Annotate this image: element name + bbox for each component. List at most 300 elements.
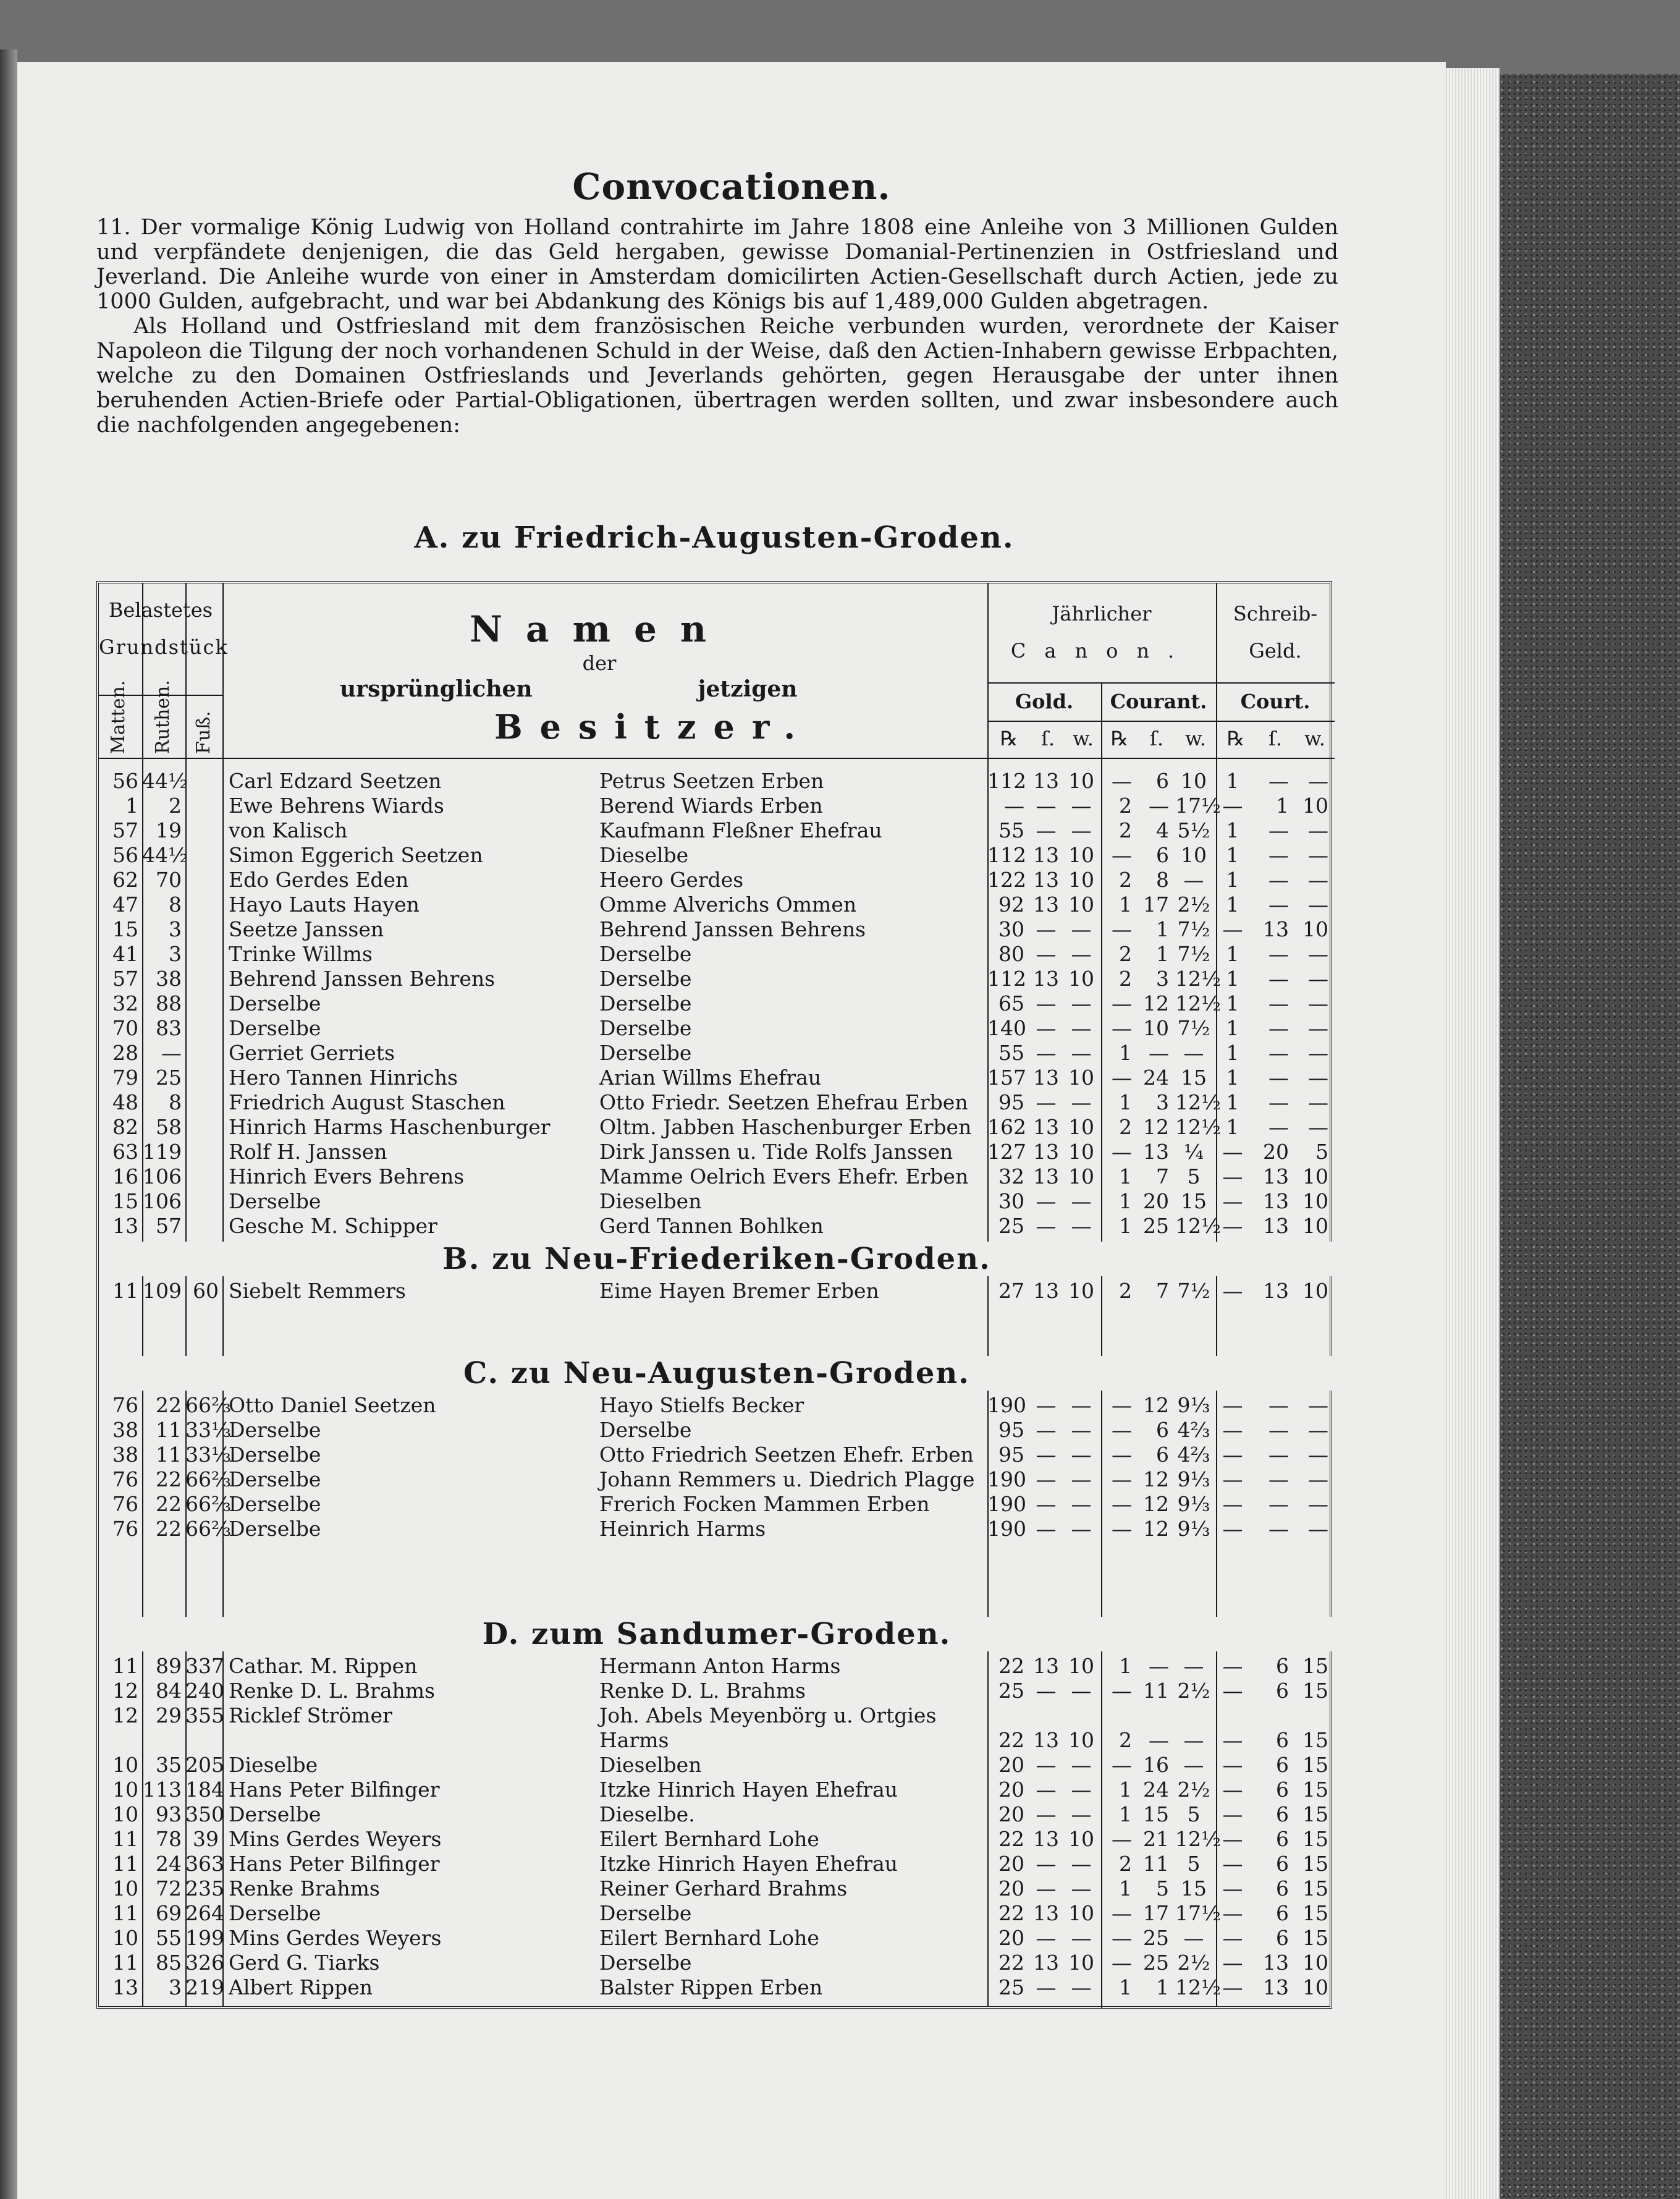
cell-gold-s: 13 bbox=[1033, 967, 1059, 991]
cell-gold-s: 13 bbox=[1033, 1066, 1059, 1090]
cell-fee-w: 10 bbox=[1302, 1189, 1328, 1213]
cell-current-owner: Harms bbox=[599, 1728, 669, 1752]
cell-gold-w: — bbox=[1071, 1016, 1092, 1040]
cell-current-owner: Frerich Focken Mammen Erben bbox=[599, 1492, 930, 1516]
cell-courant-rt: 1 bbox=[1119, 1164, 1132, 1188]
cell-gold-w: 10 bbox=[1068, 967, 1094, 991]
cell-gold-s: 13 bbox=[1033, 868, 1059, 892]
cell-fee-s: 13 bbox=[1263, 1189, 1289, 1213]
cell-gold-rt: 20 bbox=[998, 1876, 1024, 1900]
cell-gold-s: — bbox=[1036, 1802, 1057, 1826]
cell-courant-s: — bbox=[1149, 794, 1169, 818]
cell-courant-rt: — bbox=[1112, 1016, 1132, 1040]
cell-gold-s: — bbox=[1036, 818, 1057, 842]
table-row bbox=[99, 1467, 1335, 1492]
cell-courant-rt: 2 bbox=[1119, 1852, 1132, 1876]
header-fuss: Fuß. bbox=[193, 711, 214, 754]
cell-original-owner: Simon Eggerich Seetzen bbox=[229, 843, 483, 867]
cell-original-owner: Trinke Willms bbox=[229, 942, 373, 966]
cell-original-owner: Otto Daniel Seetzen bbox=[229, 1393, 436, 1417]
cell-gold-w: 10 bbox=[1068, 1140, 1094, 1164]
cell-gold-s: — bbox=[1036, 942, 1057, 966]
cell-courant-s: 12 bbox=[1143, 1393, 1169, 1417]
cell-matten: 1 bbox=[125, 794, 138, 818]
cell-courant-s: 11 bbox=[1143, 1852, 1169, 1876]
cell-fee-rt: — bbox=[1222, 1393, 1243, 1417]
cell-fuss: 363 bbox=[185, 1852, 224, 1876]
cell-current-owner: Dieselben bbox=[599, 1753, 702, 1777]
cell-fee-s: 6 bbox=[1276, 1876, 1289, 1900]
cell-courant-rt: 1 bbox=[1119, 892, 1132, 917]
cell-original-owner: Hinrich Evers Behrens bbox=[229, 1164, 465, 1188]
cell-courant-s: 11 bbox=[1143, 1679, 1169, 1703]
cell-gold-rt: 22 bbox=[998, 1827, 1024, 1851]
cell-gold-s: 13 bbox=[1033, 1901, 1059, 1925]
cell-courant-s: 24 bbox=[1143, 1777, 1169, 1802]
header-namen: Namen bbox=[470, 608, 730, 650]
cell-courant-rt: — bbox=[1112, 1492, 1132, 1516]
table-row bbox=[99, 1901, 1335, 1926]
cell-fee-rt: — bbox=[1222, 1777, 1243, 1802]
cell-original-owner: Carl Edzard Seetzen bbox=[229, 769, 442, 793]
cell-gold-w: — bbox=[1071, 1679, 1092, 1703]
cell-current-owner: Balster Rippen Erben bbox=[599, 1975, 823, 1999]
cell-courant-rt: 2 bbox=[1119, 942, 1132, 966]
cell-fee-w: — bbox=[1308, 892, 1328, 917]
cell-gold-rt: 55 bbox=[998, 1041, 1024, 1065]
cell-fee-rt: — bbox=[1222, 1679, 1243, 1703]
cell-current-owner: Derselbe bbox=[599, 991, 692, 1015]
cell-matten: 63 bbox=[112, 1140, 138, 1164]
table-row bbox=[99, 868, 1335, 892]
cell-matten: 11 bbox=[112, 1827, 138, 1851]
cell-matten: 12 bbox=[112, 1679, 138, 1703]
cell-courant-w: 4⅔ bbox=[1177, 1418, 1210, 1442]
cell-fee-s: — bbox=[1268, 892, 1289, 917]
cell-gold-w: 10 bbox=[1068, 1901, 1094, 1925]
cell-courant-rt: — bbox=[1112, 1753, 1132, 1777]
cell-ruthen: 44½ bbox=[142, 769, 188, 793]
cell-original-owner: Gerd G. Tiarks bbox=[229, 1951, 380, 1975]
cell-fee-rt: — bbox=[1222, 1517, 1243, 1541]
cell-original-owner: Ewe Behrens Wiards bbox=[229, 794, 444, 818]
cell-gold-rt: 190 bbox=[987, 1467, 1026, 1491]
cell-ruthen: 3 bbox=[169, 1975, 182, 1999]
cell-fee-s: — bbox=[1268, 967, 1289, 991]
cell-fee-w: — bbox=[1308, 1492, 1328, 1516]
cell-matten: 12 bbox=[112, 1703, 138, 1727]
header-gold: Gold. bbox=[1015, 690, 1074, 713]
cell-fee-w: — bbox=[1308, 1517, 1328, 1541]
cell-courant-s: 25 bbox=[1143, 1926, 1169, 1950]
cell-fee-rt: — bbox=[1222, 1654, 1243, 1678]
cell-courant-rt: — bbox=[1112, 1140, 1132, 1164]
cell-fee-rt: — bbox=[1222, 1728, 1243, 1752]
cell-fuss: 219 bbox=[185, 1975, 224, 1999]
cell-courant-rt: 2 bbox=[1119, 1279, 1132, 1303]
cell-ruthen: 8 bbox=[169, 892, 182, 917]
header-besitzer: Besitzer. bbox=[494, 707, 813, 747]
cell-gold-s: — bbox=[1036, 1679, 1057, 1703]
cell-fee-w: 10 bbox=[1302, 917, 1328, 941]
cell-courant-w: 7½ bbox=[1177, 1016, 1210, 1040]
cell-fee-w: 15 bbox=[1302, 1876, 1328, 1900]
cell-fuss: 184 bbox=[185, 1777, 224, 1802]
cell-original-owner: Behrend Janssen Behrens bbox=[229, 967, 496, 991]
cell-original-owner: Ricklef Strömer bbox=[229, 1703, 392, 1727]
cell-fee-w: — bbox=[1308, 967, 1328, 991]
cell-gold-rt: 190 bbox=[987, 1393, 1026, 1417]
cell-courant-w: 10 bbox=[1181, 769, 1207, 793]
cell-courant-w: 12½ bbox=[1175, 1115, 1221, 1139]
cell-courant-w: — bbox=[1183, 1926, 1204, 1950]
table-row bbox=[99, 769, 1335, 794]
cell-gold-rt: 127 bbox=[987, 1140, 1026, 1164]
cell-matten: 16 bbox=[112, 1164, 138, 1188]
cell-gold-w: — bbox=[1071, 1393, 1092, 1417]
cell-fee-rt: — bbox=[1222, 1901, 1243, 1925]
cell-courant-rt: 2 bbox=[1119, 967, 1132, 991]
cell-matten: 10 bbox=[112, 1753, 138, 1777]
header-ruthen: Ruthen. bbox=[152, 680, 174, 754]
cell-courant-w: 2½ bbox=[1177, 892, 1210, 917]
cell-fee-w: — bbox=[1308, 942, 1328, 966]
cell-gold-rt: 65 bbox=[998, 991, 1024, 1015]
cell-courant-w: 12½ bbox=[1175, 1827, 1221, 1851]
cell-gold-s: — bbox=[1036, 1393, 1057, 1417]
cell-ruthen: 57 bbox=[156, 1214, 182, 1238]
cell-courant-s: 25 bbox=[1143, 1214, 1169, 1238]
cell-fee-rt: — bbox=[1222, 1802, 1243, 1826]
cell-fee-s: 13 bbox=[1263, 1951, 1289, 1975]
cell-courant-rt: — bbox=[1112, 1066, 1132, 1090]
cell-current-owner: Hayo Stielfs Becker bbox=[599, 1393, 804, 1417]
cell-current-owner: Derselbe bbox=[599, 967, 692, 991]
cell-gold-s: — bbox=[1036, 1517, 1057, 1541]
cell-gold-w: 10 bbox=[1068, 843, 1094, 867]
table-row bbox=[99, 1115, 1335, 1140]
cell-courant-w: 15 bbox=[1181, 1066, 1207, 1090]
cell-courant-w: 7½ bbox=[1177, 942, 1210, 966]
cell-fee-rt: — bbox=[1222, 1951, 1243, 1975]
cell-gold-s: — bbox=[1036, 1852, 1057, 1876]
cell-fuss: 355 bbox=[185, 1703, 224, 1727]
cell-fuss: 66⅔ bbox=[185, 1393, 231, 1417]
unit-rt: ℞ bbox=[1000, 727, 1018, 750]
cell-gold-rt: 190 bbox=[987, 1517, 1026, 1541]
cell-matten: 79 bbox=[112, 1066, 138, 1090]
cell-gold-w: — bbox=[1071, 917, 1092, 941]
table-row bbox=[99, 1214, 1335, 1239]
cell-ruthen: 22 bbox=[156, 1393, 182, 1417]
cell-matten: 11 bbox=[112, 1279, 138, 1303]
unit-w: w. bbox=[1185, 727, 1206, 750]
table-row bbox=[99, 892, 1335, 917]
cell-ruthen: 38 bbox=[156, 967, 182, 991]
cell-gold-w: — bbox=[1071, 1975, 1092, 1999]
cell-gold-w: — bbox=[1071, 1517, 1092, 1541]
cell-fee-w: 15 bbox=[1302, 1802, 1328, 1826]
cell-matten: 10 bbox=[112, 1777, 138, 1802]
table-row bbox=[99, 1951, 1335, 1975]
cell-matten: 41 bbox=[112, 942, 138, 966]
cell-fee-w: — bbox=[1308, 1090, 1328, 1114]
section-heading-d: D. zum Sandumer-Groden. bbox=[99, 1617, 1335, 1651]
cell-gold-w: — bbox=[1071, 1090, 1092, 1114]
cell-current-owner: Joh. Abels Meyenbörg u. Ortgies bbox=[599, 1703, 937, 1727]
cell-courant-rt: — bbox=[1112, 843, 1132, 867]
cell-courant-w: 17½ bbox=[1175, 794, 1221, 818]
cell-fee-w: — bbox=[1308, 1393, 1328, 1417]
cell-matten: 28 bbox=[112, 1041, 138, 1065]
cell-fee-s: — bbox=[1268, 1090, 1289, 1114]
cell-current-owner: Derselbe bbox=[599, 1901, 692, 1925]
cell-courant-w: — bbox=[1183, 1728, 1204, 1752]
table-row bbox=[99, 818, 1335, 843]
cell-gold-s: 13 bbox=[1033, 843, 1059, 867]
cell-ruthen: 22 bbox=[156, 1517, 182, 1541]
cell-current-owner: Omme Alverichs Ommen bbox=[599, 892, 857, 917]
rule bbox=[987, 721, 1335, 722]
cell-fee-rt: 1 bbox=[1226, 868, 1239, 892]
cell-gold-rt: 112 bbox=[987, 843, 1026, 867]
cell-original-owner: Derselbe bbox=[229, 991, 321, 1015]
cell-ruthen: 11 bbox=[156, 1418, 182, 1442]
table-row bbox=[99, 967, 1335, 991]
header-matten: Matten. bbox=[108, 680, 129, 754]
cell-gold-s: 13 bbox=[1033, 1728, 1059, 1752]
cell-fee-s: 6 bbox=[1276, 1753, 1289, 1777]
cell-original-owner: Derselbe bbox=[229, 1467, 321, 1491]
cell-original-owner: Edo Gerdes Eden bbox=[229, 868, 409, 892]
header-grundstueck: Grundstück bbox=[99, 635, 229, 659]
marbled-cover-board bbox=[1495, 74, 1680, 2199]
table-row bbox=[99, 1827, 1335, 1852]
cell-matten: 57 bbox=[112, 967, 138, 991]
cell-original-owner: Siebelt Remmers bbox=[229, 1279, 406, 1303]
table-row bbox=[99, 1728, 1335, 1753]
cell-matten: 70 bbox=[112, 1016, 138, 1040]
cell-fee-w: 15 bbox=[1302, 1827, 1328, 1851]
cell-fee-rt: 1 bbox=[1226, 1041, 1239, 1065]
intro-text bbox=[96, 215, 1338, 438]
cell-gold-rt: 20 bbox=[998, 1777, 1024, 1802]
cell-original-owner: Derselbe bbox=[229, 1016, 321, 1040]
cell-gold-rt: 55 bbox=[998, 818, 1024, 842]
cell-matten: 15 bbox=[112, 917, 138, 941]
cell-fee-s: 20 bbox=[1263, 1140, 1289, 1164]
cell-courant-w: 10 bbox=[1181, 843, 1207, 867]
cell-courant-rt: 2 bbox=[1119, 818, 1132, 842]
cell-original-owner: Derselbe bbox=[229, 1443, 321, 1467]
cell-courant-w: 5 bbox=[1187, 1802, 1201, 1826]
cell-ruthen: 106 bbox=[143, 1164, 182, 1188]
cell-original-owner: Hayo Lauts Hayen bbox=[229, 892, 420, 917]
cell-ruthen: 106 bbox=[143, 1189, 182, 1213]
cell-fee-s: — bbox=[1268, 1517, 1289, 1541]
cell-courant-w: 12½ bbox=[1175, 991, 1221, 1015]
cell-fee-s: — bbox=[1268, 818, 1289, 842]
cell-courant-s: 1 bbox=[1156, 917, 1169, 941]
cell-fee-rt: — bbox=[1222, 1827, 1243, 1851]
unit-w: w. bbox=[1304, 727, 1325, 750]
cell-gold-w: — bbox=[1071, 1852, 1092, 1876]
cell-gold-rt: 22 bbox=[998, 1901, 1024, 1925]
cell-fee-s: 6 bbox=[1276, 1852, 1289, 1876]
cell-fuss: 33⅓ bbox=[185, 1418, 231, 1442]
cell-fuss: 264 bbox=[185, 1901, 224, 1925]
cell-courant-rt: — bbox=[1112, 1679, 1132, 1703]
cell-fee-w: 15 bbox=[1302, 1852, 1328, 1876]
cell-courant-rt: — bbox=[1112, 1418, 1132, 1442]
cell-current-owner: Itzke Hinrich Hayen Ehefrau bbox=[599, 1777, 898, 1802]
cell-courant-rt: — bbox=[1112, 1467, 1132, 1491]
cell-fee-w: — bbox=[1308, 1066, 1328, 1090]
cell-fuss: 39 bbox=[193, 1827, 219, 1851]
cell-current-owner: Otto Friedr. Seetzen Ehefrau Erben bbox=[599, 1090, 968, 1114]
cell-courant-rt: — bbox=[1112, 1393, 1132, 1417]
cell-fee-w: — bbox=[1308, 1041, 1328, 1065]
cell-courant-w: 9⅓ bbox=[1177, 1467, 1210, 1491]
cell-gold-rt: 95 bbox=[998, 1418, 1024, 1442]
cell-original-owner: Mins Gerdes Weyers bbox=[229, 1926, 442, 1950]
cell-ruthen: 8 bbox=[169, 1090, 182, 1114]
cell-courant-s: 13 bbox=[1143, 1140, 1169, 1164]
header-schreib: Schreib- bbox=[1233, 602, 1318, 625]
table-row bbox=[99, 1703, 1335, 1728]
header-canon: Canon. bbox=[1010, 639, 1193, 663]
cell-matten: 76 bbox=[112, 1467, 138, 1491]
cell-gold-s: — bbox=[1036, 991, 1057, 1015]
cell-fee-s: 13 bbox=[1263, 1164, 1289, 1188]
header-jetzigen: jetzigen bbox=[698, 676, 798, 702]
cell-courant-w: 9⅓ bbox=[1177, 1393, 1210, 1417]
cell-fee-w: 15 bbox=[1302, 1777, 1328, 1802]
cell-courant-w: 12½ bbox=[1175, 1214, 1221, 1238]
cell-courant-s: 6 bbox=[1156, 769, 1169, 793]
cell-original-owner: Derselbe bbox=[229, 1802, 321, 1826]
cell-current-owner: Derselbe bbox=[599, 1041, 692, 1065]
cell-matten: 48 bbox=[112, 1090, 138, 1114]
cell-fee-w: 10 bbox=[1302, 794, 1328, 818]
page-title: Convocationen. bbox=[572, 166, 891, 208]
cell-fee-s: 13 bbox=[1263, 1975, 1289, 1999]
cell-fee-s: — bbox=[1268, 1115, 1289, 1139]
cell-matten: 82 bbox=[112, 1115, 138, 1139]
cell-courant-s: 16 bbox=[1143, 1753, 1169, 1777]
cell-courant-s: 12 bbox=[1143, 1467, 1169, 1491]
cell-courant-rt: — bbox=[1112, 917, 1132, 941]
cell-fee-rt: — bbox=[1222, 1492, 1243, 1516]
cell-courant-rt: 1 bbox=[1119, 1214, 1132, 1238]
cell-courant-s: 15 bbox=[1143, 1802, 1169, 1826]
cell-fee-s: — bbox=[1268, 1443, 1289, 1467]
cell-courant-w: — bbox=[1183, 1753, 1204, 1777]
cell-courant-s: 12 bbox=[1143, 1492, 1169, 1516]
cell-matten: 38 bbox=[112, 1418, 138, 1442]
table-row bbox=[99, 1393, 1335, 1418]
cell-gold-w: 10 bbox=[1068, 1066, 1094, 1090]
cell-original-owner: Rolf H. Janssen bbox=[229, 1140, 387, 1164]
cell-gold-s: — bbox=[1036, 1492, 1057, 1516]
cell-gold-s: 13 bbox=[1033, 1140, 1059, 1164]
cell-ruthen: 22 bbox=[156, 1467, 182, 1491]
cell-fee-w: 10 bbox=[1302, 1951, 1328, 1975]
cell-gold-w: 10 bbox=[1068, 1164, 1094, 1188]
cell-gold-w: — bbox=[1071, 1418, 1092, 1442]
cell-fee-rt: 1 bbox=[1226, 942, 1239, 966]
cell-gold-rt: 22 bbox=[998, 1728, 1024, 1752]
cell-gold-w: — bbox=[1071, 1777, 1092, 1802]
cell-fee-rt: 1 bbox=[1226, 892, 1239, 917]
cell-courant-s: 12 bbox=[1143, 1517, 1169, 1541]
cell-courant-s: 6 bbox=[1156, 843, 1169, 867]
table-row bbox=[99, 1654, 1335, 1679]
cell-fee-w: — bbox=[1308, 1115, 1328, 1139]
cell-gold-rt: 140 bbox=[987, 1016, 1026, 1040]
cell-fee-s: 6 bbox=[1276, 1827, 1289, 1851]
cell-current-owner: Petrus Seetzen Erben bbox=[599, 769, 824, 793]
cell-fee-w: 15 bbox=[1302, 1679, 1328, 1703]
cell-fee-rt: — bbox=[1222, 1753, 1243, 1777]
cell-fee-s: — bbox=[1268, 942, 1289, 966]
cell-fee-w: 15 bbox=[1302, 1654, 1328, 1678]
unit-rt: ℞ bbox=[1226, 727, 1245, 750]
cell-courant-s: 1 bbox=[1156, 942, 1169, 966]
cell-original-owner: Renke Brahms bbox=[229, 1876, 380, 1900]
cell-matten: 11 bbox=[112, 1852, 138, 1876]
cell-gold-rt: 112 bbox=[987, 769, 1026, 793]
cell-original-owner: Mins Gerdes Weyers bbox=[229, 1827, 442, 1851]
cell-courant-w: 9⅓ bbox=[1177, 1492, 1210, 1516]
cell-matten: 47 bbox=[112, 892, 138, 917]
cell-original-owner: Derselbe bbox=[229, 1189, 321, 1213]
cell-fee-s: — bbox=[1268, 1041, 1289, 1065]
cell-fee-rt: — bbox=[1222, 1279, 1243, 1303]
cell-fuss: 235 bbox=[185, 1876, 224, 1900]
header-urspruenglichen: ursprünglichen bbox=[340, 676, 533, 702]
cell-fee-rt: — bbox=[1222, 1975, 1243, 1999]
cell-matten: 10 bbox=[112, 1802, 138, 1826]
header-der: der bbox=[582, 651, 617, 675]
cell-courant-rt: 1 bbox=[1119, 1041, 1132, 1065]
cell-ruthen: 84 bbox=[156, 1679, 182, 1703]
cell-courant-s: — bbox=[1149, 1654, 1169, 1678]
cell-fee-s: — bbox=[1268, 769, 1289, 793]
header-jaehrlicher: Jährlicher bbox=[1052, 602, 1152, 625]
cell-ruthen: 35 bbox=[156, 1753, 182, 1777]
cell-matten: 13 bbox=[112, 1214, 138, 1238]
cell-fee-w: 15 bbox=[1302, 1753, 1328, 1777]
cell-fee-rt: — bbox=[1222, 1418, 1243, 1442]
cell-gold-rt: 25 bbox=[998, 1214, 1024, 1238]
cell-courant-rt: 1 bbox=[1119, 1189, 1132, 1213]
cell-courant-s: 12 bbox=[1143, 991, 1169, 1015]
cell-gold-rt: 95 bbox=[998, 1090, 1024, 1114]
cell-fee-rt: 1 bbox=[1226, 1016, 1239, 1040]
table-row bbox=[99, 1090, 1335, 1115]
cell-courant-w: — bbox=[1183, 1654, 1204, 1678]
cell-gold-w: — bbox=[1071, 1802, 1092, 1826]
cell-original-owner: Renke D. L. Brahms bbox=[229, 1679, 435, 1703]
cell-gold-rt: 20 bbox=[998, 1802, 1024, 1826]
cell-courant-rt: 2 bbox=[1119, 1115, 1132, 1139]
cell-fee-s: 6 bbox=[1276, 1654, 1289, 1678]
cell-current-owner: Gerd Tannen Bohlken bbox=[599, 1214, 824, 1238]
cell-fee-w: — bbox=[1308, 1418, 1328, 1442]
cell-gold-s: 13 bbox=[1033, 1279, 1059, 1303]
cell-courant-w: ¼ bbox=[1184, 1140, 1204, 1164]
